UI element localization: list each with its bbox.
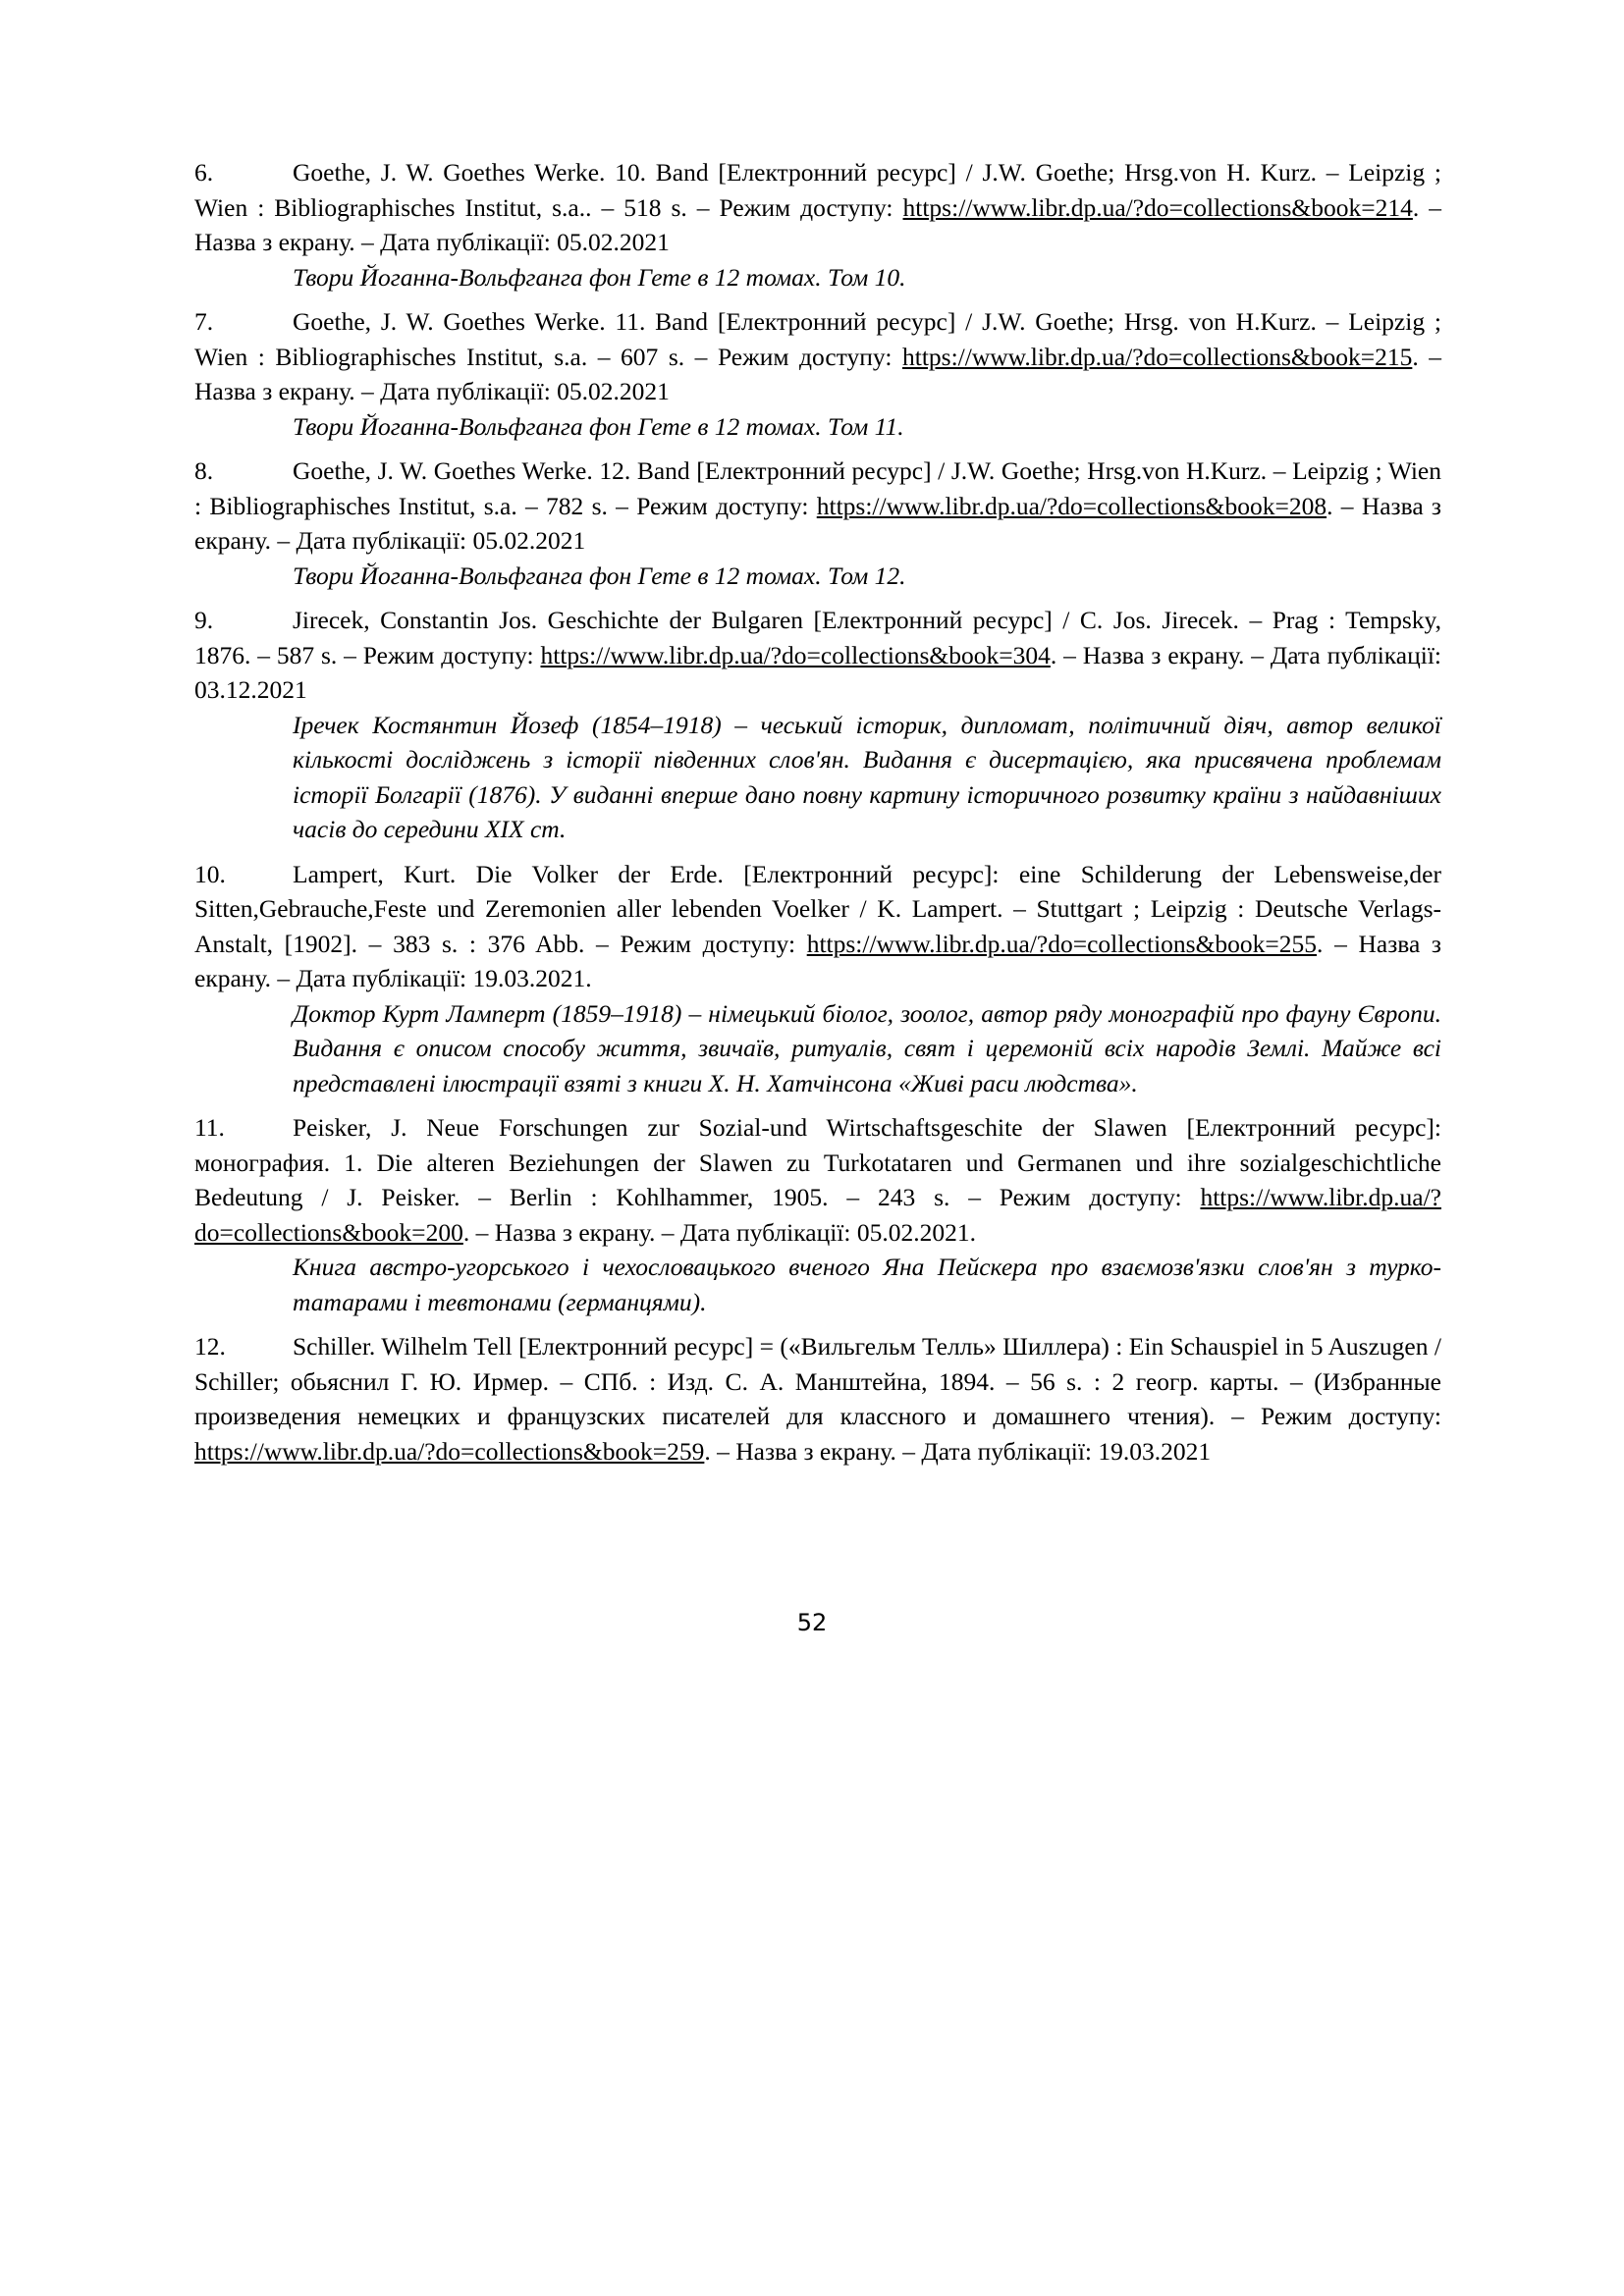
entry-number: 7. — [194, 307, 214, 336]
citation-text: Goethe, J. W. Goethes Werke. 10. Band [Електронний ресурс] / J.W. Goethe; Hrsg.von H. Kurz. – Leipzig ; Wien : Bibliographisches Institut, s.a.. – 518 s. – Режим доступу: — [194, 158, 1441, 222]
citation — [194, 1329, 1441, 1468]
bibliography-entry-9 — [194, 603, 1441, 847]
citation-tail: . – Назва з екрану. – Дата публікації: 05.02.2021 — [194, 192, 1442, 256]
citation-link[interactable]: https://www.libr.dp.ua/?do=collections&book=214 — [902, 192, 1413, 222]
citation — [194, 454, 1441, 559]
bibliography-entry-6 — [194, 155, 1441, 294]
entry-number: 6. — [194, 158, 214, 187]
citation-text: Lampert, Kurt. Die Volker der Erde. [Електронний ресурс]: eine Schilderung der Lebensweise,der Sitten,Gebrauche,Feste und Zeremonien aller lebenden Voelker / K. Lampert. – Stuttgart ; Leipzig : Deutsche Verlags-Anstalt, [1902]. – 383 s. : 376 Abb. – Режим доступу: — [194, 859, 1441, 958]
citation-link[interactable]: https://www.libr.dp.ua/?do=collections&book=259 — [194, 1436, 705, 1466]
citation — [194, 857, 1441, 996]
bibliography-entry-11 — [194, 1110, 1441, 1319]
citation-tail: . – Назва з екрану. – Дата публікації: 05.02.2021 — [194, 491, 1442, 555]
citation-tail: . – Назва з екрану. – Дата публікації: 19.03.2021. — [194, 929, 1442, 992]
citation-text: Peisker, J. Neue Forschungen zur Sozial-und Wirtschaftsgeschite der Slawen [Електронний ресурс]: монография. 1. Die alteren Beziehungen der Slawen zu Turkotataren und Germanen und ihre sozialgeschichtliche Bedeutung / J. Peisker. – Berlin : Kohlhammer, 1905. – 243 s. – Режим доступу: — [194, 1113, 1441, 1211]
citation-text: Goethe, J. W. Goethes Werke. 11. Band [Електронний ресурс] / J.W. Goethe; Hrsg. von H.Kurz. – Leipzig ; Wien : Bibliographisches Institut, s.a. – 607 s. – Режим доступу: — [194, 307, 1441, 371]
citation-link[interactable]: https://www.libr.dp.ua/?do=collections&book=255 — [806, 929, 1318, 958]
bibliography-list — [194, 155, 1441, 1478]
citation-link[interactable]: https://www.libr.dp.ua/?do=collections&book=200 — [194, 1183, 1441, 1247]
citation-tail: . – Назва з екрану. – Дата публікації: 03.12.2021 — [194, 640, 1442, 704]
entry-number: 8. — [194, 456, 214, 485]
citation-link[interactable]: https://www.libr.dp.ua/?do=collections&book=215 — [901, 342, 1413, 371]
citation-tail: . – Назва з екрану. – Дата публікації: 05.02.2021 — [194, 342, 1442, 405]
citation-text: Jirecek, Constantin Jos. Geschichte der Bulgaren [Електронний ресурс] / C. Jos. Jirecek. – Prag : Tempsky, 1876. – 587 s. – Режим доступу: — [194, 606, 1441, 669]
citation-link[interactable]: https://www.libr.dp.ua/?do=collections&book=304 — [540, 640, 1051, 669]
entry-number: 10. — [194, 859, 226, 888]
annotation: Іречек Костянтин Йозеф (1854–1918) – чеський історик, дипломат, політичний діяч, автор великої кількості досліджень з історії південних слов'ян. Видання є дисертацією, яка присвячена проблемам історії Болгарії (1876). У виданні вперше дано повну картину історичного розвитку країни з найдавніших часів до середини XIX ст. — [293, 710, 1441, 843]
citation-link[interactable]: https://www.libr.dp.ua/?do=collections&book=208 — [816, 491, 1327, 520]
bibliography-entry-8 — [194, 454, 1441, 593]
citation-text: Schiller. Wilhelm Tell [Електронний ресурс] = («Вильгельм Телль» Шиллера) : Ein Schauspiel in 5 Auszugen / Schiller; обьяснил Г. Ю. Ирмер. – СПб. : Изд. С. А. Манштейна, 1894. – 56 s. : 2 геогр. карты. – (Избранные произведения немецких и французских писателей для классного и домашнего чтения). – Режим доступу: — [194, 1332, 1441, 1430]
annotation: Доктор Курт Ламперт (1859–1918) – німецький біолог, зоолог, автор ряду монографій про фауну Європи. Видання є описом способу життя, звичаїв, ритуалів, свят і церемоній всіх народів Землі. Майже всі представлені ілюстрації взяті з книги Х. Н. Хатчінсона «Живі раси людства». — [293, 998, 1441, 1097]
citation — [194, 1110, 1441, 1250]
entry-number: 11. — [194, 1113, 225, 1142]
bibliography-entry-10 — [194, 857, 1441, 1101]
entry-number: 9. — [194, 606, 214, 634]
citation-text: Goethe, J. W. Goethes Werke. 12. Band [Електронний ресурс] / J.W. Goethe; Hrsg.von H.Kurz. – Leipzig ; Wien : Bibliographisches Institut, s.a. – 782 s. – Режим доступу: — [194, 456, 1441, 520]
bibliography-entry-7 — [194, 304, 1441, 444]
citation-tail: . – Назва з екрану. – Дата публікації: 05.02.2021. — [462, 1217, 976, 1247]
page-number: 52 — [796, 1609, 828, 1636]
entry-number: 12. — [194, 1332, 226, 1361]
annotation: Твори Йоганна-Вольфганга фон Гете в 12 томах. Том 12. — [293, 561, 906, 590]
annotation: Твори Йоганна-Вольфганга фон Гете в 12 томах. Том 11. — [293, 411, 904, 441]
annotation: Твори Йоганна-Вольфганга фон Гете в 12 томах. Том 10. — [293, 262, 906, 292]
citation — [194, 304, 1441, 409]
annotation: Книга австро-угорського і чехословацького вченого Яна Пейскера про взаємозв'язки слов'ян з турко-татарами і тевтонами (германцями). — [293, 1253, 1441, 1316]
citation — [194, 603, 1441, 708]
citation-tail: . – Назва з екрану. – Дата публікації: 19.03.2021 — [704, 1436, 1212, 1466]
bibliography-entry-12 — [194, 1329, 1441, 1468]
citation — [194, 155, 1441, 260]
